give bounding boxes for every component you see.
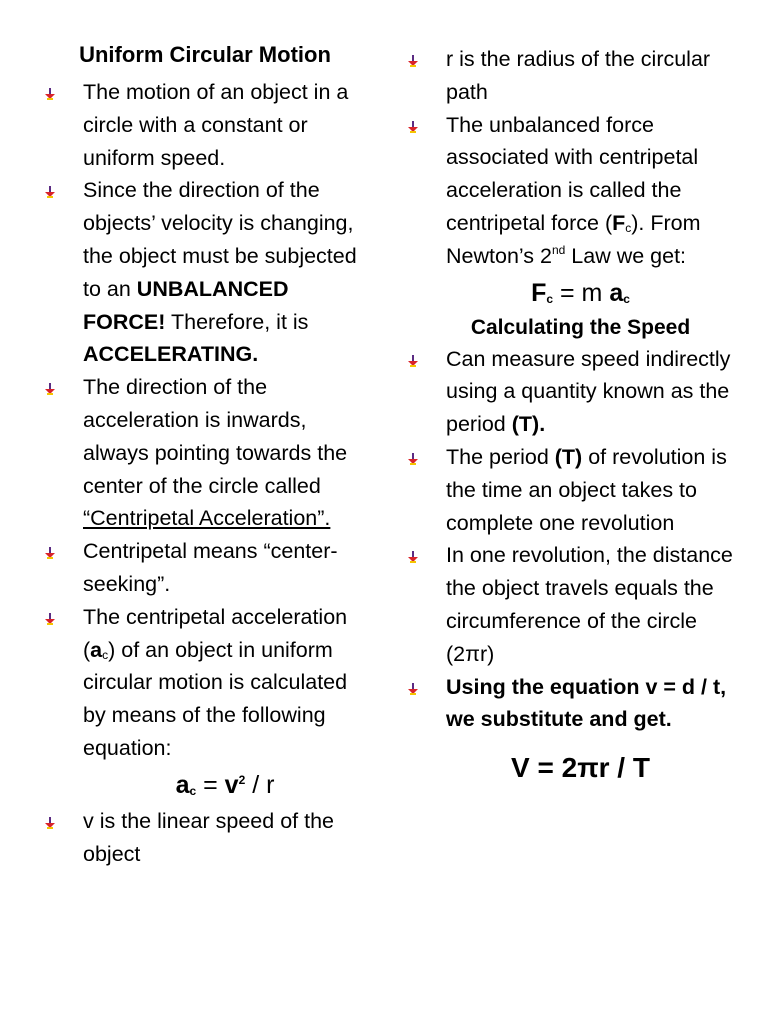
centripetal-force-formula xyxy=(423,273,738,313)
bullet-text: r is the radius of the circular path xyxy=(446,47,711,104)
superscript: nd xyxy=(551,242,566,257)
bullet-text: The period xyxy=(446,444,555,469)
bullet-text: The motion of an object in a circle with a constant or uniform speed. xyxy=(83,80,349,170)
bullet-text: Since the direction of the objects’ velocity is changing, the object must be subjected to an xyxy=(83,178,357,301)
bullet-text: Can measure speed indirectly using a quantity known as the period xyxy=(446,346,731,437)
list-item xyxy=(403,671,738,737)
symbol: a xyxy=(90,637,103,662)
bullet-text: Law we get: xyxy=(565,243,687,268)
list-item xyxy=(40,371,370,535)
superscript: 2 xyxy=(238,772,246,787)
arrow-bullet-icon xyxy=(44,817,56,829)
symbol: F xyxy=(612,210,626,235)
arrow-bullet-icon xyxy=(44,613,56,625)
bullet-text: v is the linear speed of the object xyxy=(83,808,334,866)
arrow-bullet-icon xyxy=(44,383,56,395)
symbol: a xyxy=(175,770,190,799)
arrow-bullet-icon xyxy=(407,683,419,695)
subscript: c xyxy=(102,647,109,662)
list-item xyxy=(403,539,738,670)
list-item xyxy=(403,441,738,539)
list-item xyxy=(403,43,738,109)
arrow-bullet-icon xyxy=(407,121,419,133)
right-bullet-list-2 xyxy=(403,343,738,737)
underlined-term: “Centripetal Acceleration”. xyxy=(83,506,331,531)
subscript: c xyxy=(189,783,197,798)
bold-text: Using the equation v = d / t, we substitute and get. xyxy=(446,674,727,732)
arrow-bullet-icon xyxy=(407,55,419,67)
bullet-text: ) of an object in uniform circular motion is calculated by means of the following equation: xyxy=(83,637,348,760)
arrow-bullet-icon xyxy=(407,355,419,367)
left-column xyxy=(40,40,370,870)
arrow-bullet-icon xyxy=(44,88,56,100)
symbol: F xyxy=(531,278,547,307)
operator: = xyxy=(196,770,225,799)
list-item xyxy=(40,76,370,174)
symbol: v xyxy=(224,770,239,799)
left-bullet-list xyxy=(40,76,370,765)
bold-text: (T) xyxy=(554,444,583,469)
list-item xyxy=(40,174,370,371)
bullet-text: of revolution is the time an object takes to complete one revolution xyxy=(446,444,727,535)
list-item xyxy=(40,805,370,871)
bullet-text: Centripetal means “center-seeking”. xyxy=(83,539,338,596)
bold-text: (T). xyxy=(511,412,546,437)
list-item xyxy=(40,601,370,765)
arrow-bullet-icon xyxy=(44,547,56,559)
bullet-text: The unbalanced force associated with centripetal acceleration is called the centripetal force ( xyxy=(446,112,699,235)
bold-text: ACCELERATING. xyxy=(83,342,259,367)
subscript: c xyxy=(623,291,630,306)
left-bullet-list-2 xyxy=(40,805,370,871)
centripetal-acceleration-formula xyxy=(80,765,370,805)
bullet-text: Therefore, it is xyxy=(165,309,309,334)
subscript: c xyxy=(546,291,554,306)
subscript: c xyxy=(625,220,632,235)
symbol: a xyxy=(609,278,624,307)
arrow-bullet-icon xyxy=(407,551,419,563)
bold-text: UNBALANCED FORCE! xyxy=(83,276,289,334)
bullet-text: In one revolution, the distance the object travels equals the circumference of the circle (2πr) xyxy=(446,543,733,666)
list-item xyxy=(403,343,738,441)
right-column xyxy=(403,43,738,788)
arrow-bullet-icon xyxy=(407,453,419,465)
right-bullet-list xyxy=(403,43,738,273)
bullet-text: The centripetal acceleration ( xyxy=(83,604,348,662)
bullet-text: The direction of the acceleration is inwards, always pointing towards the center of the circle called xyxy=(83,375,348,498)
formula-text: / r xyxy=(245,770,275,799)
list-item xyxy=(403,109,738,273)
speed-formula: V = 2πr / T xyxy=(511,752,650,784)
list-item xyxy=(40,535,370,601)
section-heading: Calculating the Speed xyxy=(470,315,691,339)
formula-text: = m xyxy=(553,278,610,307)
bullet-text: ). From Newton’s 2 xyxy=(446,210,701,268)
arrow-bullet-icon xyxy=(44,186,56,198)
page-title: Uniform Circular Motion xyxy=(79,42,331,67)
